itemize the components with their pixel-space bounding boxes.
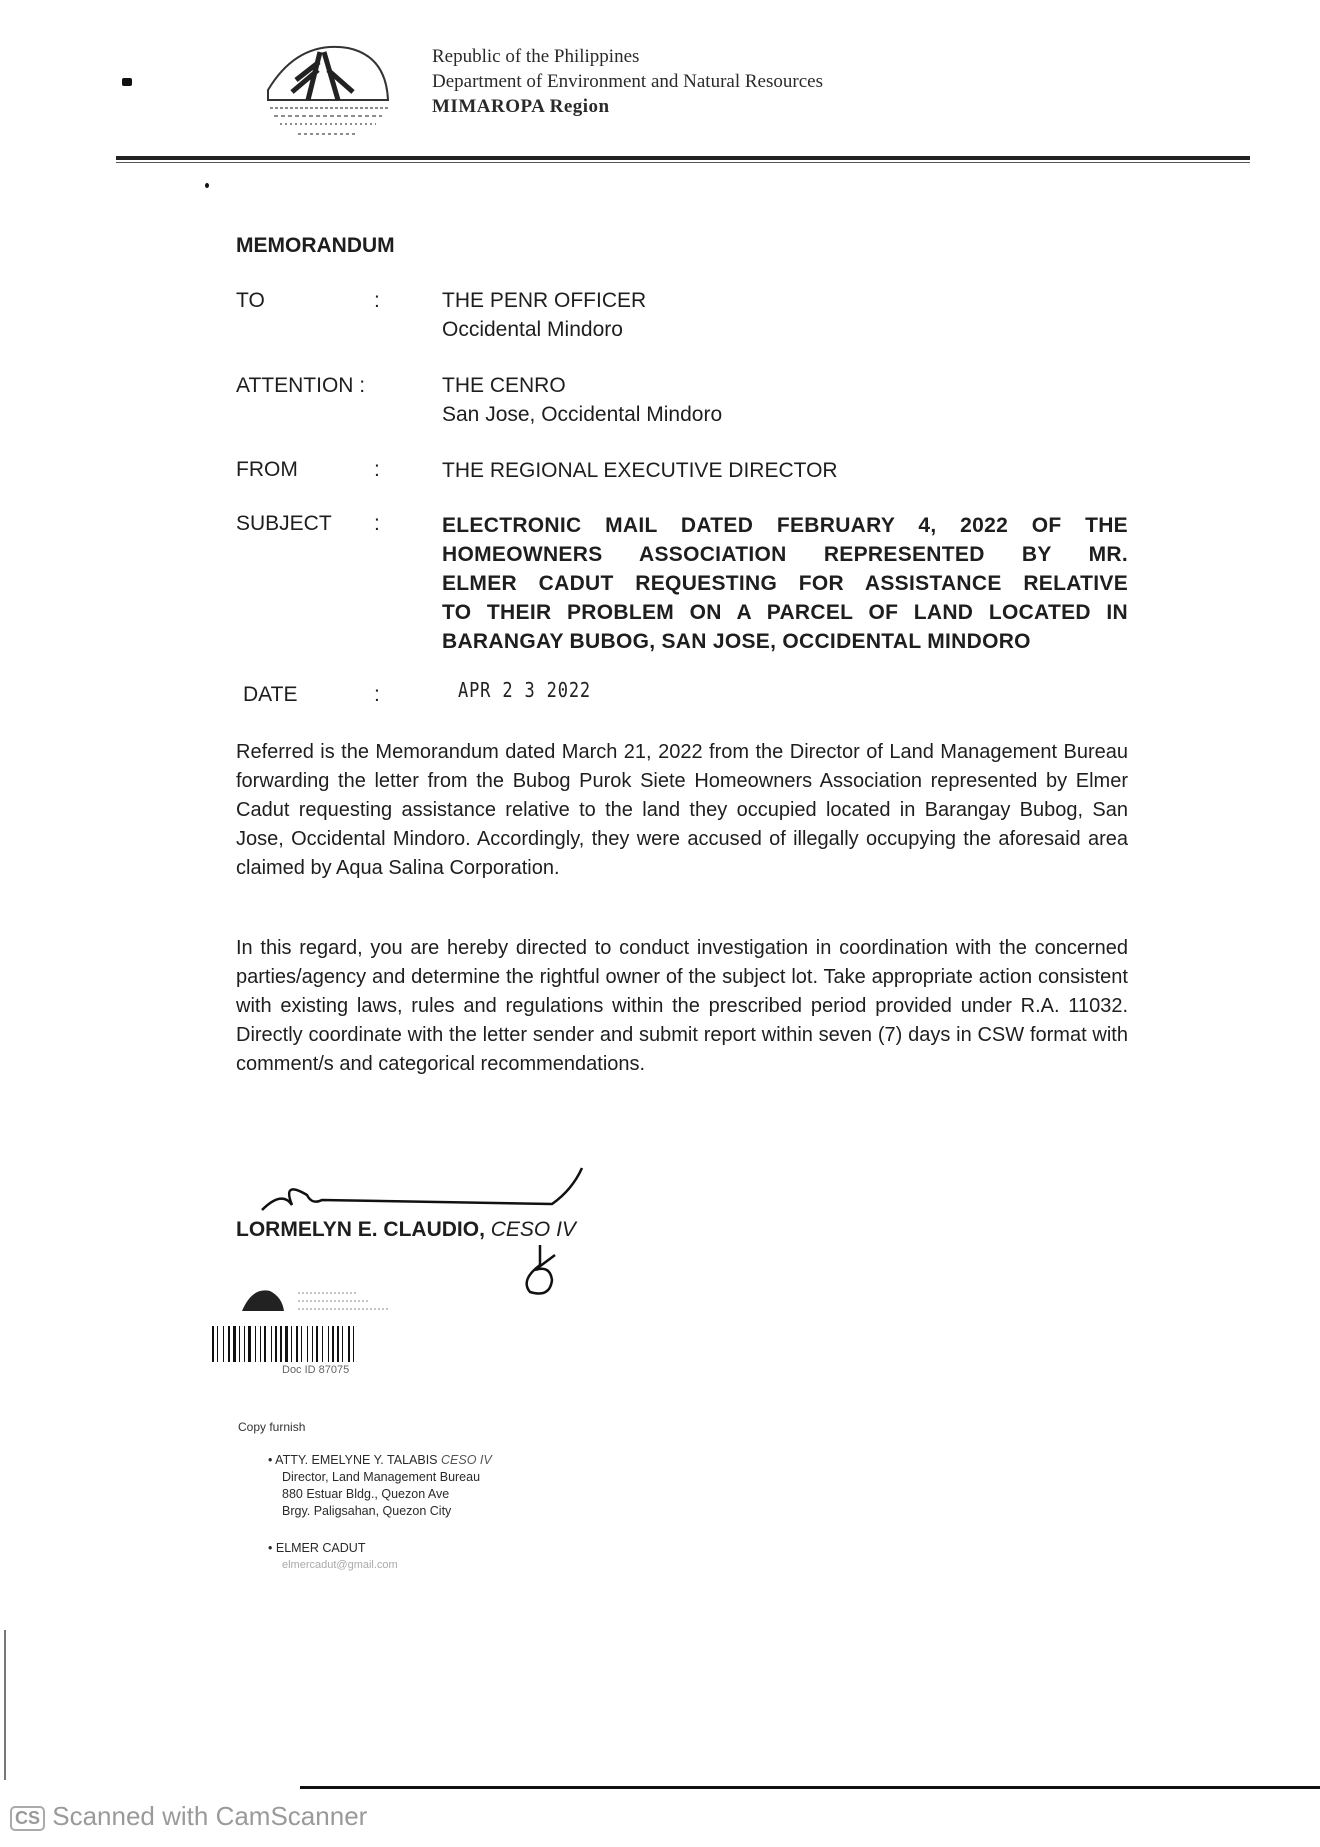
barcode-bar (337, 1326, 339, 1362)
from-value: THE REGIONAL EXECUTIVE DIRECTOR (442, 459, 838, 482)
barcode-bar (217, 1326, 218, 1362)
doc-id: Doc ID 87075 (282, 1364, 350, 1376)
body-paragraph-2 (236, 934, 1128, 1079)
cc-name: ELMER CADUT (275, 1541, 366, 1555)
from-colon: : (374, 458, 380, 481)
barcode-bar (342, 1326, 343, 1362)
date-label: DATE (243, 683, 298, 706)
date-stamp: APR 2 3 2022 (458, 678, 592, 702)
barcode-bar (307, 1326, 308, 1362)
cc-name: ATTY. EMELYNE Y. TALABIS (275, 1453, 438, 1467)
scan-dot (205, 183, 209, 188)
cc-title: CESO IV (441, 1453, 492, 1467)
barcode-bar (239, 1326, 240, 1362)
subject-line: ELMER CADUT REQUESTING FOR ASSISTANCE RELATIVE (442, 572, 1128, 595)
body-paragraph-1 (236, 738, 1128, 883)
barcode-bar (233, 1326, 236, 1362)
cc-email: elmercadut@gmail.com (282, 1559, 398, 1571)
barcode-bar (248, 1326, 251, 1362)
barcode-bar (322, 1326, 323, 1362)
subject-value (442, 511, 1128, 656)
barcode-bar (312, 1326, 313, 1362)
paragraph-text: Referred is the Memorandum dated March 21, 2022 from the Director of Land Management Bureau forwarding the letter from the Bubog Purok Siete Homeowners Association represented by Elmer Cadut requesting assistance relative to the land they occupied located in Barangay Bubog, San Jose, Occidental Mindoro. Accordingly, they were accused of illegally occupying the aforesaid area claimed by Aqua Salina Corporation. (236, 741, 1128, 879)
cc-recipient-2 (268, 1540, 398, 1574)
cc-address: 880 Estuar Bldg., Quezon Ave (282, 1487, 450, 1501)
letterhead-region: MIMAROPA Region (432, 96, 610, 117)
paragraph-text: In this regard, you are hereby directed to conduct investigation in coordination with the concerned parties/agency and determine the rightful owner of the subject lot. Take appropriate action consistent with existing laws, rules and regulations within the prescribed period provided under R.A. 11032. Directly coordinate with the letter sender and submit report within seven (7) days in CSW format with comment/s and categorical recommendations. (236, 937, 1128, 1075)
to-label: TO (236, 289, 265, 312)
scan-speck-icon (122, 78, 132, 86)
from-label: FROM (236, 458, 298, 481)
barcode-bar (271, 1326, 272, 1362)
signatory-name (236, 1218, 576, 1242)
stamp-logo (238, 1283, 398, 1317)
to-location: Occidental Mindoro (442, 318, 623, 341)
scan-bottom-bar (300, 1786, 1320, 1789)
copy-furnish-label: Copy furnish (238, 1420, 306, 1434)
bullet-icon: • (268, 1541, 276, 1555)
letterhead (432, 44, 823, 119)
subject-colon: : (374, 512, 380, 535)
attention-label: ATTENTION : (236, 374, 366, 397)
barcode-bar (212, 1326, 214, 1362)
cc-city: Brgy. Paligsahan, Quezon City (282, 1504, 452, 1518)
barcode-bar (316, 1326, 318, 1362)
bullet-icon: • (268, 1453, 276, 1467)
barcode-bar (260, 1326, 261, 1362)
camscanner-watermark (10, 1801, 367, 1832)
header-rule (116, 156, 1250, 160)
barcode-bar (275, 1326, 277, 1362)
initial-mark (510, 1240, 570, 1300)
barcode-bar (291, 1326, 292, 1362)
subject-label: SUBJECT (236, 512, 332, 535)
to-value (442, 286, 646, 344)
barcode-bar (228, 1326, 230, 1362)
to-recipient: THE PENR OFFICER (442, 289, 647, 312)
header-rule-thin (116, 162, 1250, 163)
letterhead-department: Department of Environment and Natural Resources (432, 71, 823, 92)
camscanner-text: Scanned with CamScanner (52, 1801, 368, 1831)
barcode-bar (348, 1326, 350, 1362)
barcode-bar (223, 1326, 224, 1362)
cc-office: Director, Land Management Bureau (282, 1470, 481, 1484)
barcode-bar (332, 1326, 334, 1362)
attention-recipient: THE CENRO (442, 374, 566, 397)
subject-line: ELECTRONIC MAIL DATED FEBRUARY 4, 2022 OF THE (442, 514, 1128, 537)
attention-value (442, 371, 722, 429)
barcode-bar (285, 1326, 288, 1362)
attention-location: San Jose, Occidental Mindoro (442, 403, 723, 426)
subject-line: TO THEIR PROBLEM ON A PARCEL OF LAND LOCATED IN (442, 601, 1128, 624)
barcode-bar (328, 1326, 329, 1362)
barcode-bar (244, 1326, 245, 1362)
barcode (212, 1326, 452, 1362)
barcode-bar (264, 1326, 266, 1362)
barcode-bar (353, 1326, 354, 1362)
memo-title: MEMORANDUM (236, 234, 395, 257)
camscanner-logo-icon: CS (10, 1806, 45, 1831)
subject-line: HOMEOWNERS ASSOCIATION REPRESENTED BY MR. (442, 543, 1128, 566)
signatory-title: CESO IV (490, 1218, 576, 1241)
denr-logo (258, 30, 398, 150)
letterhead-republic: Republic of the Philippines (432, 46, 640, 67)
barcode-bar (296, 1326, 298, 1362)
barcode-bar (301, 1326, 302, 1362)
barcode-bar (280, 1326, 282, 1362)
barcode-bar (255, 1326, 256, 1362)
subject-line: BARANGAY BUBOG, SAN JOSE, OCCIDENTAL MINDORO (442, 630, 1031, 653)
to-colon: : (374, 289, 380, 312)
scan-edge-line (4, 1630, 6, 1780)
cc-recipient-1 (268, 1452, 492, 1520)
date-colon: : (374, 683, 380, 706)
signatory-name-text: LORMELYN E. CLAUDIO, (236, 1218, 485, 1241)
